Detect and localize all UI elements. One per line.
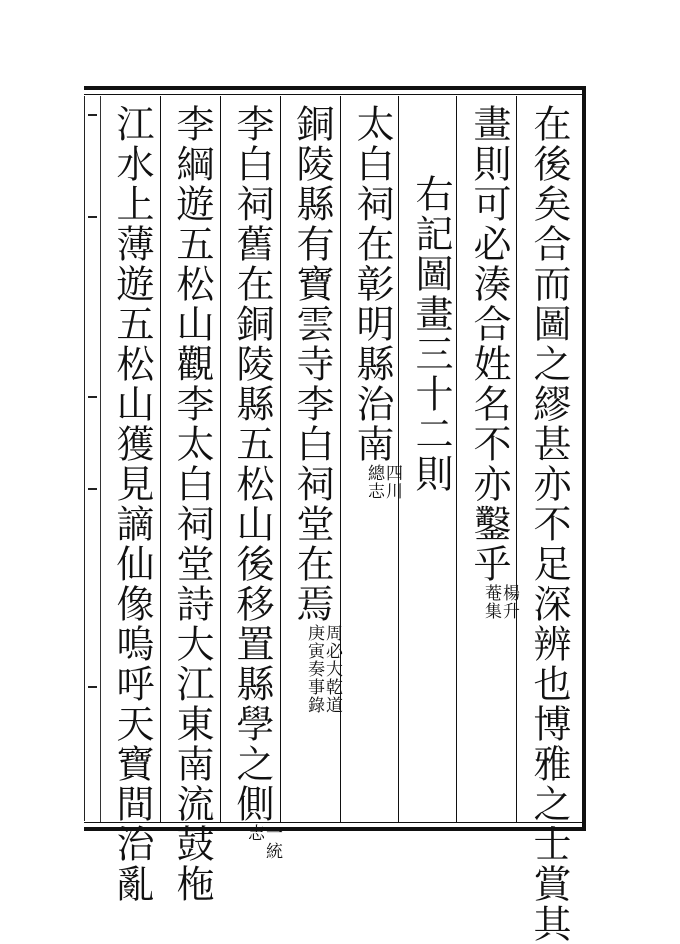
- note-line: 菴集: [481, 584, 501, 620]
- text-column-2: [460, 104, 518, 819]
- binding-margin: [86, 96, 101, 822]
- inner-top-rule: [84, 94, 584, 95]
- note-line: 四川: [382, 464, 402, 500]
- note-line: 周必大乾道: [322, 624, 342, 714]
- left-edge-rule: [84, 96, 85, 821]
- margin-mark: [88, 396, 97, 398]
- note-line: 志: [244, 824, 264, 842]
- column-text: 右記圖畫三十二則: [409, 174, 453, 494]
- text-column-5: [283, 104, 341, 819]
- text-column-7: [163, 104, 221, 904]
- margin-mark: [88, 216, 97, 218]
- column-text: 畫則可必湊合姓名不亦鑿乎: [467, 104, 511, 584]
- text-column-6: [223, 104, 282, 860]
- note-line: 總志: [364, 464, 384, 500]
- note-line: 楊升: [499, 584, 519, 620]
- column-text: 李白祠舊在銅陵縣五松山後移置縣學之側: [230, 104, 274, 824]
- note-line: 一統: [262, 824, 282, 860]
- column-text: 銅陵縣有寶雲寺李白祠堂在焉: [290, 104, 334, 624]
- margin-mark: [88, 114, 97, 116]
- text-column-1: [520, 104, 578, 944]
- margin-mark: [88, 488, 97, 490]
- annotation-note: [245, 824, 281, 860]
- column-text: 在後矣合而圖之繆甚亦不足深辨也博雅之士賞其: [527, 104, 571, 944]
- text-column-3: [402, 104, 460, 819]
- margin-mark: [88, 686, 97, 688]
- text-column-4: [343, 104, 401, 819]
- annotation-note: [305, 624, 341, 714]
- note-line: 庚寅奏事錄: [304, 624, 324, 714]
- annotation-note: [365, 464, 401, 500]
- column-text: 李綱遊五松山觀李太白祠堂詩大江東南流鼓柂: [170, 104, 214, 904]
- inner-bottom-rule: [84, 822, 584, 823]
- column-text: 江水上薄遊五松山獲見謫仙像嗚呼天寶間治亂: [110, 104, 154, 904]
- text-column-8: [103, 104, 161, 904]
- annotation-note: [482, 584, 518, 620]
- column-text: 太白祠在彰明縣治南: [350, 104, 394, 464]
